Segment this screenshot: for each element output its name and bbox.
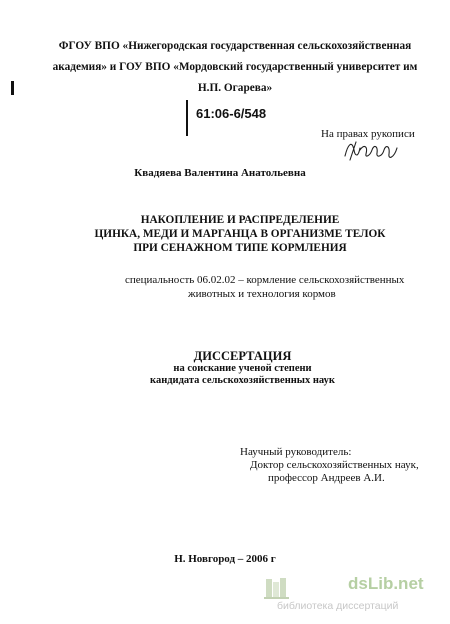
institution-line: Н.П. Огарева» <box>197 82 273 94</box>
supervisor-line: Доктор сельскохозяйственных наук, <box>250 459 419 471</box>
supervisor-block <box>240 446 440 485</box>
specialty-line: специальность 06.02.02 – кормление сельскохозяйственных <box>125 274 405 286</box>
library-code-block <box>186 100 296 136</box>
dissertation-title <box>60 213 420 255</box>
supervisor-line: профессор Андреев А.И. <box>268 472 385 484</box>
author-name: Квадяева Валентина Анатольевна <box>134 167 306 179</box>
title-line: НАКОПЛЕНИЕ И РАСПРЕДЕЛЕНИЕ <box>140 214 340 226</box>
book-stack-icon <box>264 576 290 600</box>
watermark-tagline: библиотека диссертаций <box>277 600 399 612</box>
degree-block <box>100 349 385 387</box>
specialty-line: животных и технология кормов <box>188 288 336 300</box>
supervisor-line: Научный руководитель: <box>240 446 352 458</box>
degree-line: на соискание ученой степени <box>173 363 312 374</box>
institution-line: ФГОУ ВПО «Нижегородская государственная сельскохозяйственная <box>58 40 412 52</box>
institution-line: академия» и ГОУ ВПО «Мордовский государственный университет им <box>52 61 418 73</box>
handwritten-signature <box>342 136 400 164</box>
rights-note: На правах рукописи <box>321 128 415 140</box>
margin-mark <box>11 81 14 95</box>
library-code: 61:06-6/548 <box>196 106 267 121</box>
title-line: ПРИ СЕНАЖНОМ ТИПЕ КОРМЛЕНИЯ <box>133 242 347 254</box>
specialty <box>125 273 445 301</box>
city-year: Н. Новгород – 2006 г <box>174 553 276 565</box>
watermark <box>262 574 447 620</box>
watermark-site: dsLib.net <box>348 574 424 593</box>
title-line: ЦИНКА, МЕДИ И МАРГАНЦА В ОРГАНИЗМЕ ТЕЛОК <box>94 228 386 240</box>
degree-heading: ДИССЕРТАЦИЯ <box>193 349 292 363</box>
institution-header <box>40 36 430 99</box>
code-bar <box>186 100 188 136</box>
degree-line: кандидата сельскохозяйственных наук <box>150 375 335 386</box>
